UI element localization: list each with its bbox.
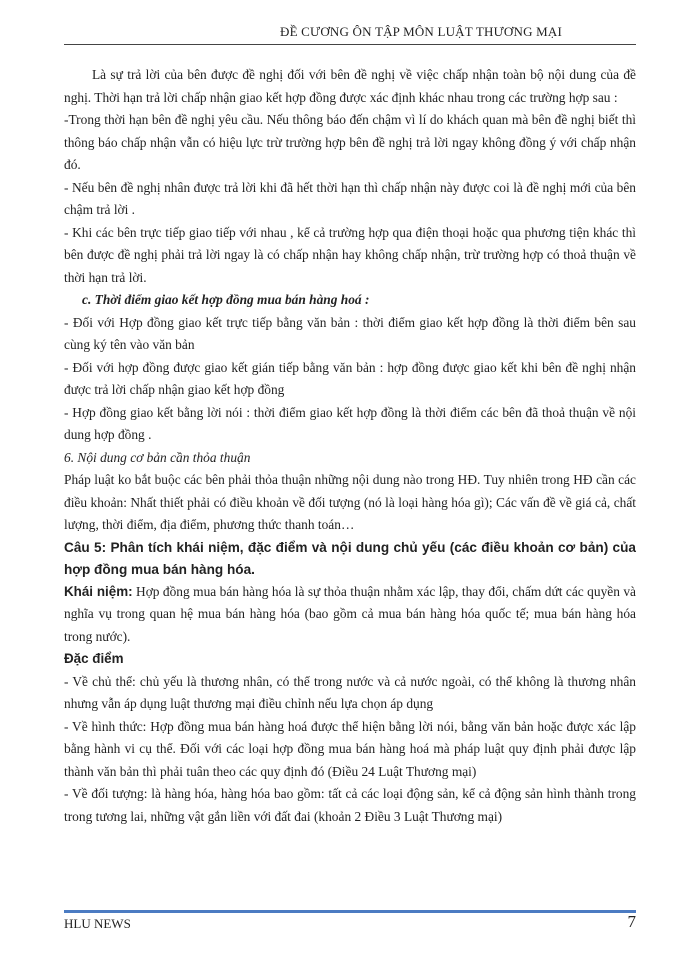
footer-divider xyxy=(64,910,636,913)
page-number: 7 xyxy=(627,912,636,931)
footer-label: HLU NEWS xyxy=(64,916,131,931)
paragraph: - Về chủ thể: chủ yếu là thương nhân, có thể trong nước và cả nước ngoài, có thể không là thương nhân nhưng vẫn áp dụng luật thương mại điều chỉnh nếu lựa chọn áp dụng xyxy=(64,673,636,711)
paragraph-khai-niem xyxy=(64,581,636,649)
paragraph: - Đối với Hợp đồng giao kết trực tiếp bằng văn bản : thời điểm giao kết hợp đồng là thời điểm bên sau cùng ký tên vào văn bản xyxy=(64,314,636,352)
page-header-title: ĐỀ CƯƠNG ÔN TẬP MÔN LUẬT THƯƠNG MẠI xyxy=(280,24,562,39)
paragraph: - Khi các bên trực tiếp giao tiếp với nhau , kể cả trường hợp qua điện thoại hoặc qua phương tiện khác thì bên được đề nghị phải trả lời ngay là có chấp nhận hay không chấp nhận, trừ trường hợp có thoả thuận về thời hạn trả lời. xyxy=(64,224,636,285)
question-heading: Câu 5: Phân tích khái niệm, đặc điểm và nội dung chủ yếu (các điều khoản cơ bản) của hợp đồng mua bán hàng hóa. xyxy=(64,539,636,577)
document-body xyxy=(64,64,636,828)
paragraph: - Đối với hợp đồng được giao kết gián tiếp bằng văn bản : hợp đồng được giao kết khi bên đề nghị nhận được trả lời chấp nhận giao kết hợp đồng xyxy=(64,359,636,397)
paragraph: - Nếu bên đề nghị nhân được trả lời khi đã hết thời hạn thì chấp nhận này được coi là đề nghị mới của bên chậm trả lời . xyxy=(64,179,636,217)
subheading-dac-diem: Đặc điểm xyxy=(64,651,124,666)
paragraph: - Hợp đồng giao kết bằng lời nói : thời điểm giao kết hợp đồng là thời điểm các bên đã thoả thuận về nội dung hợp đồng . xyxy=(64,404,636,442)
section-heading-c: c. Thời điểm giao kết hợp đồng mua bán hàng hoá : xyxy=(82,292,370,307)
section-heading-6: 6. Nội dung cơ bản cần thỏa thuận xyxy=(64,449,251,465)
term-definition: Hợp đồng mua bán hàng hóa là sự thỏa thuận nhằm xác lập, thay đổi, chấm dứt các quyền và nghĩa vụ trong quan hệ mua bán hàng hóa (bao gồm cả mua bán hàng hóa quốc tế; mua bán hàng hóa trong nước). xyxy=(64,583,636,644)
paragraph: -Trong thời hạn bên đề nghị yêu cầu. Nếu thông báo đến chậm vì lí do khách quan mà bên đề nghị biết thì thông báo chấp nhận vẫn có hiệu lực trừ trường hợp bên đề nghị trả lời ngay không đồng ý với chấp nhận đó. xyxy=(64,112,636,172)
term-label: Khái niệm: xyxy=(64,583,133,599)
paragraph: - Về đối tượng: là hàng hóa, hàng hóa bao gồm: tất cả các loại động sản, kể cả động sản hình thành trong trong tương lai, những vật gắn liền với đất đai (khoản 2 Điều 3 Luật Thương mại) xyxy=(64,786,636,824)
paragraph: Pháp luật ko bắt buộc các bên phải thỏa thuận những nội dung nào trong HĐ. Tuy nhiên trong HĐ cần các điều khoản: Nhất thiết phải có điều khoản về đối tượng (nó là loại hàng hóa gì); Các vấn đề về giá cả, chất lượng, thời điểm, địa điểm, phương thức thanh toán… xyxy=(64,472,636,532)
header-divider xyxy=(64,44,636,45)
paragraph: - Về hình thức: Hợp đồng mua bán hàng hoá được thể hiện bằng lời nói, bằng văn bản hoặc được xác lập bằng hành vi cụ thể. Đối với các loại hợp đồng mua bán hàng hoá mà pháp luật quy định phải được lập thành văn bản thì phải tuân theo các quy định đó (Điều 24 Luật Thương mại) xyxy=(64,718,636,779)
paragraph: Là sự trả lời của bên được đề nghị đối với bên đề nghị về việc chấp nhận toàn bộ nội dung của đề nghị. Thời hạn trả lời chấp nhận giao kết hợp đồng được xác định khác nhau trong các trường hợp sau : xyxy=(64,67,636,105)
